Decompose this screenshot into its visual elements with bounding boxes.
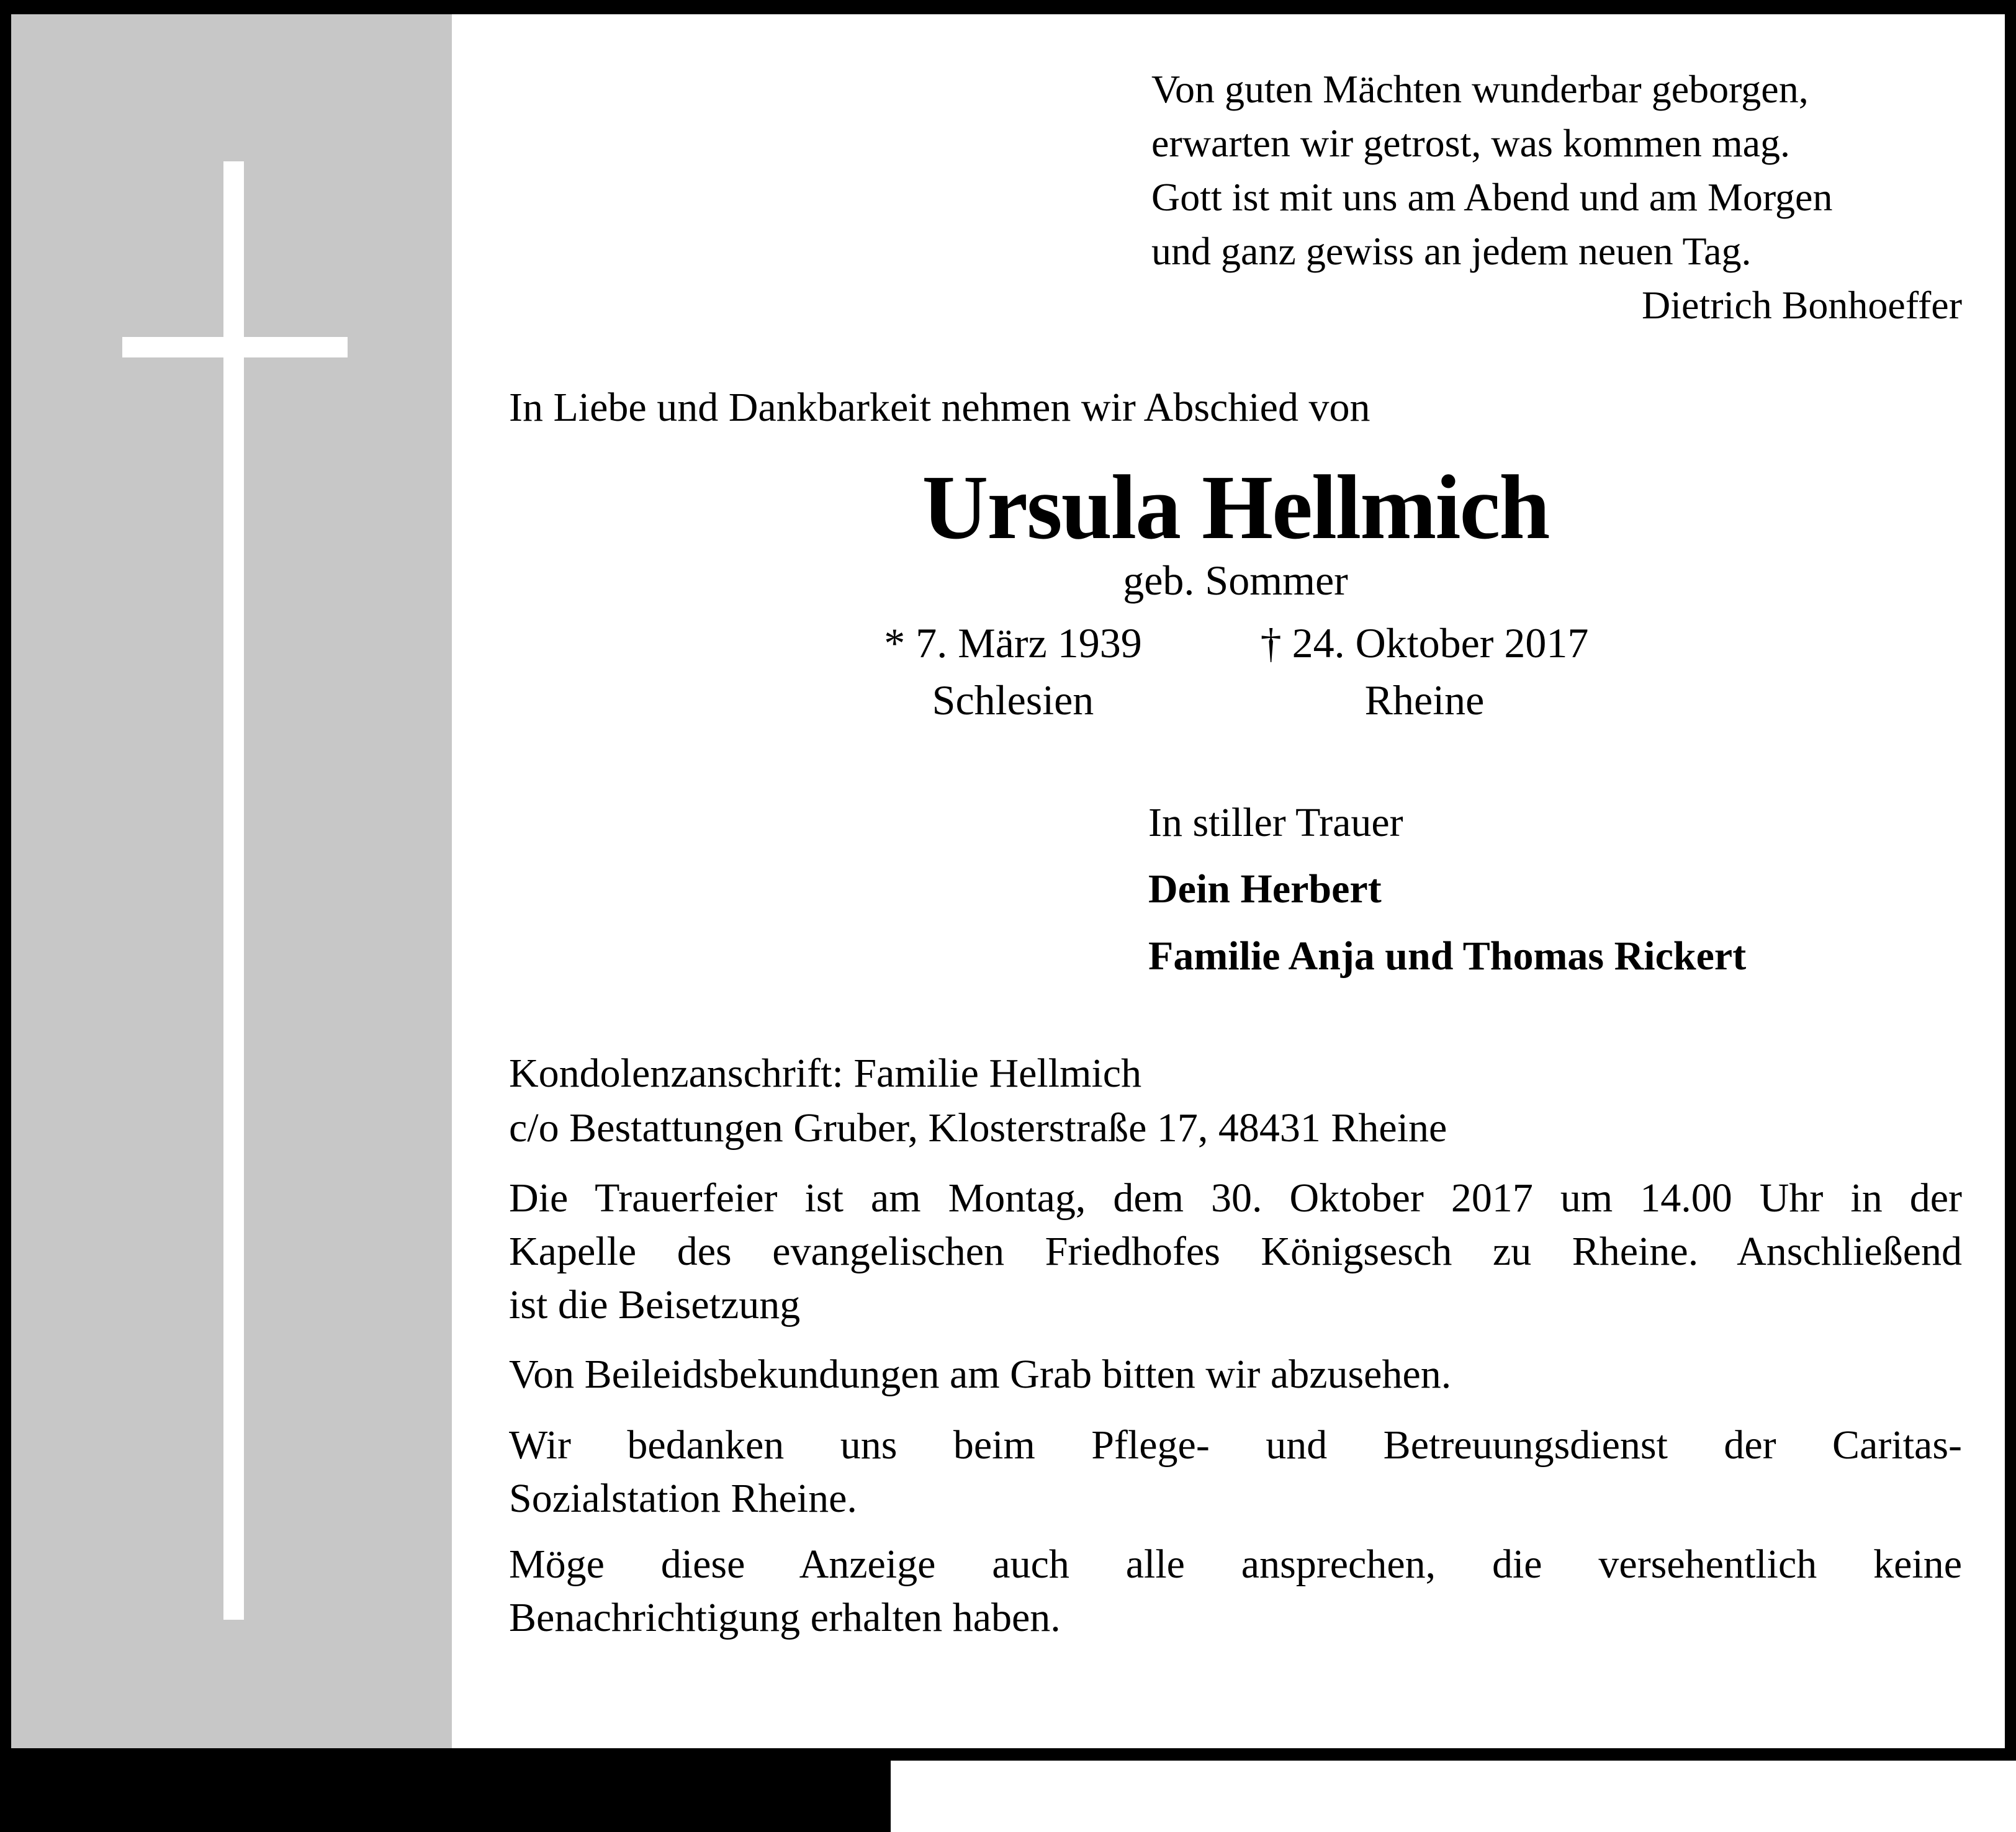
- maiden-name: geb. Sommer: [1123, 557, 1348, 604]
- bottom-black-block: [0, 1761, 891, 1832]
- cross-vertical-bar: [223, 161, 244, 1620]
- thanks-line-2: Sozialstation Rheine.: [509, 1476, 857, 1521]
- birth-date-line: [884, 614, 1141, 671]
- funeral-line-2: Kapelle des evangelischen Friedhofes Königsesch zu Rheine. Anschließend: [509, 1229, 1962, 1274]
- poem-line: Von guten Mächten wunderbar geborgen,: [1151, 67, 1809, 111]
- birth-place: Schlesien: [932, 676, 1094, 724]
- mourner-line: Dein Herbert: [1148, 866, 1382, 912]
- poem-block: [1151, 62, 1962, 332]
- death-date-line: [1261, 614, 1589, 671]
- mourning-heading: In stiller Trauer: [1148, 800, 1403, 845]
- grave-note: Von Beileidsbekundungen am Grab bitten wir abzusehen.: [509, 1352, 1452, 1397]
- funeral-line-3: ist die Beisetzung: [509, 1282, 801, 1327]
- poem-line: Gott ist mit uns am Abend und am Morgen: [1151, 175, 1833, 219]
- death-place: Rheine: [1364, 676, 1485, 724]
- notice-line-1: Möge diese Anzeige auch alle ansprechen, die versehentlich keine: [509, 1542, 1962, 1587]
- cross-horizontal-bar: [122, 337, 348, 357]
- thanks-line-1: Wir bedanken uns beim Pflege- und Betreuungsdienst der Caritas-: [509, 1422, 1962, 1468]
- death-date: 24. Oktober 2017: [1292, 619, 1589, 667]
- death-column: [1261, 614, 1589, 729]
- birth-symbol: *: [884, 619, 906, 667]
- frame-bottom-border: [0, 1748, 2016, 1761]
- mourner-line: Familie Anja und Thomas Rickert: [1148, 933, 1747, 979]
- frame-left-border: [0, 0, 11, 1761]
- frame-right-border: [2005, 0, 2016, 1761]
- condolence-line-2: c/o Bestattungen Gruber, Klosterstraße 17, 48431 Rheine: [509, 1105, 1447, 1151]
- notice-line-2: Benachrichtigung erhalten haben.: [509, 1595, 1061, 1640]
- frame-top-border: [0, 0, 2016, 14]
- birth-column: [884, 614, 1141, 729]
- death-symbol: †: [1260, 619, 1282, 667]
- intro-line: In Liebe und Dankbarkeit nehmen wir Abschied von: [509, 385, 1370, 430]
- poem-line: und ganz gewiss an jedem neuen Tag.: [1151, 229, 1752, 273]
- condolence-line-1: Kondolenzanschrift: Familie Hellmich: [509, 1051, 1142, 1096]
- poem-line: erwarten wir getrost, was kommen mag.: [1151, 121, 1791, 165]
- poem-attribution: Dietrich Bonhoeffer: [1642, 283, 1962, 327]
- birth-date: 7. März 1939: [916, 619, 1142, 667]
- deceased-name: Ursula Hellmich: [922, 457, 1549, 559]
- funeral-line-1: Die Trauerfeier ist am Montag, dem 30. Oktober 2017 um 14.00 Uhr in der: [509, 1175, 1962, 1221]
